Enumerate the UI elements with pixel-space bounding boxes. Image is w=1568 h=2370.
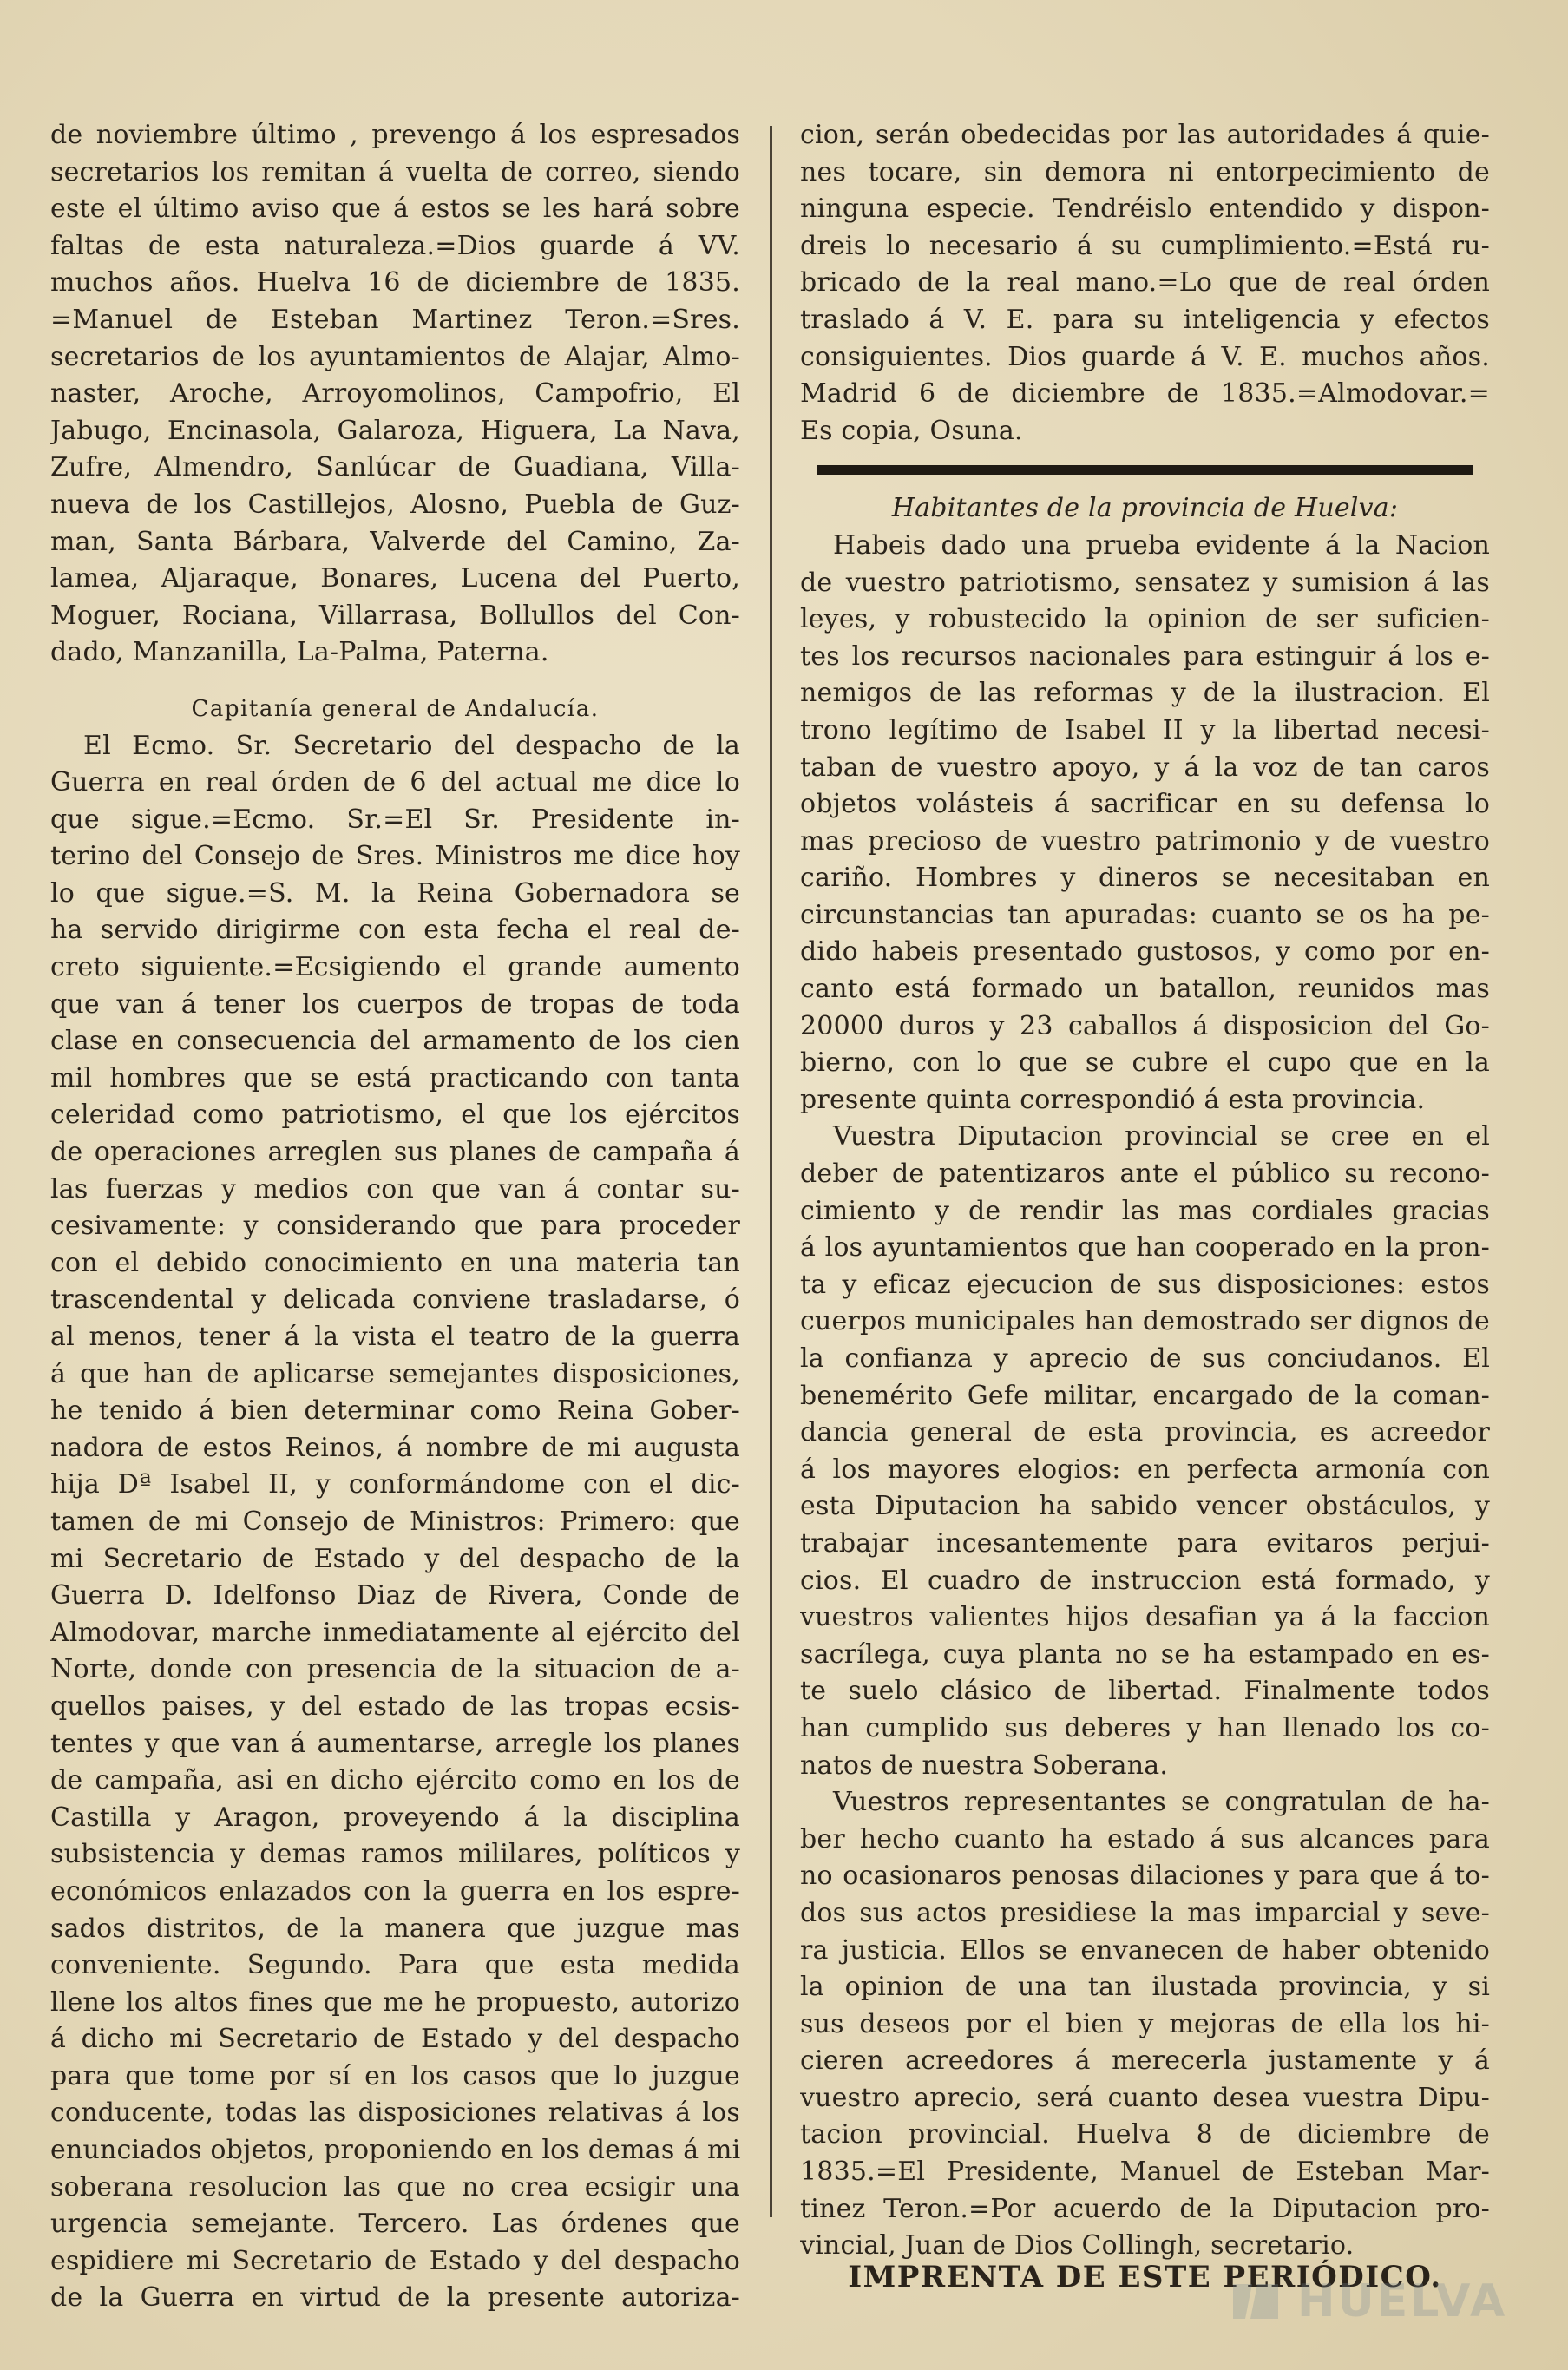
text-line: ninguna especie. Tendréislo entendido y dispon- — [800, 194, 1490, 225]
text-line: dos sus actos presidiese la mas imparcial y seve- — [800, 1897, 1490, 1928]
text-line: he tenido á bien determinar como Reina Gober- — [50, 1395, 740, 1427]
text-line: tacion provincial. Huelva 8 de diciembre de — [800, 2119, 1490, 2150]
text-line: nadora de estos Reinos, á nombre de mi augusta — [50, 1432, 740, 1463]
text-line: cesivamente: y considerando que para proceder — [50, 1211, 740, 1242]
text-line: trascendental y delicada conviene trasladarse, ó — [50, 1284, 740, 1316]
text-line: Moguer, Rociana, Villarrasa, Bollullos del Con- — [50, 600, 740, 631]
text-line: ber hecho cuanto ha estado á sus alcances para — [800, 1823, 1490, 1855]
text-line: á dicho mi Secretario de Estado y del despacho — [50, 2024, 740, 2055]
text-line: consiguientes. Dios guarde á V. E. muchos años. — [800, 341, 1490, 372]
text-line: que sigue.=Ecmo. Sr.=El Sr. Presidente in- — [50, 804, 740, 835]
text-line: 1835.=El Presidente, Manuel de Esteban Mar- — [800, 2157, 1490, 2188]
text-line: al menos, tener á la vista el teatro de la guerra — [50, 1322, 740, 1352]
text-line: natos de nuestra Soberana. — [800, 1750, 1169, 1781]
text-line: sus deseos por el bien y mejoras de ella los hi- — [800, 2008, 1490, 2039]
text-line: trono legítimo de Isabel II y la libertad necesi- — [800, 714, 1490, 745]
right-intro-text — [800, 117, 1490, 450]
text-line: hija Dª Isabel II, y conformándome con el dic- — [50, 1469, 740, 1500]
column-divider — [770, 126, 772, 2217]
text-line: dado, Manzanilla, La-Palma, Paterna. — [50, 637, 549, 668]
text-line: cion, serán obedecidas por las autoridades á quie- — [800, 120, 1490, 150]
text-line: conducente, todas las disposiciones relativas á los — [50, 2098, 740, 2129]
text-line: Almodovar, marche inmediatamente al ejército del — [50, 1617, 740, 1648]
text-line: bricado de la real mano.=Lo que de real órden — [800, 267, 1490, 299]
text-line: subsistencia y demas ramos mililares, políticos y — [50, 1839, 740, 1870]
right-body-text — [800, 528, 1490, 2265]
archive-watermark — [1228, 2272, 1540, 2333]
text-line: Guerra en real órden de 6 del actual me dice lo — [50, 767, 740, 798]
text-line: la confianza y aprecio de sus conciudanos. El — [800, 1343, 1490, 1374]
text-line: mi Secretario de Estado y del despacho de la — [50, 1543, 740, 1574]
text-line: enunciados objetos, proponiendo en los demas á mi — [50, 2135, 740, 2166]
text-line: á que han de aplicarse semejantes disposiciones, — [50, 1358, 740, 1389]
text-line: benemérito Gefe militar, encargado de la coman- — [800, 1380, 1490, 1411]
text-line: nes tocare, sin demora ni entorpecimiento de — [800, 156, 1490, 187]
text-line: secretarios los remitan á vuelta de correo, siendo — [50, 156, 740, 187]
text-line: 20000 duros y 23 caballos á disposicion del Go- — [800, 1010, 1490, 1041]
text-line: clase en consecuencia del armamento de los cien — [50, 1026, 740, 1057]
text-line: las fuerzas y medios con que van á contar su- — [50, 1173, 740, 1205]
right-column — [800, 117, 1490, 2265]
text-line: económicos enlazados con la guerra en los espre- — [50, 1875, 740, 1907]
text-line: espidiere mi Secretario de Estado y del despacho — [50, 2245, 740, 2276]
text-line: cimiento y de rendir las mas cordiales gracias — [800, 1195, 1490, 1226]
text-line: tinez Teron.=Por acuerdo de la Diputacion pro- — [800, 2193, 1490, 2224]
text-line: =Manuel de Esteban Martinez Teron.=Sres. — [50, 304, 740, 335]
left-body-text — [50, 728, 740, 2318]
text-line: lamea, Aljaraque, Bonares, Lucena del Puerto, — [50, 563, 740, 594]
text-line: Es copia, Osuna. — [800, 415, 1023, 446]
text-line: nueva de los Castillejos, Alosno, Puebla de Guz- — [50, 489, 740, 520]
text-line: te suelo clásico de libertad. Finalmente todos — [800, 1676, 1490, 1707]
text-line: mil hombres que se está practicando con tanta — [50, 1062, 740, 1093]
watermark-text: HUELVA — [1297, 2275, 1508, 2327]
text-line: ta y eficaz ejecucion de sus disposiciones: estos — [800, 1269, 1490, 1300]
text-line: Vuestros representantes se congratulan de ha- — [833, 1787, 1490, 1818]
text-line: á los ayuntamientos que han cooperado en la pron- — [800, 1232, 1490, 1264]
text-line: no ocasionaros penosas dilaciones y para que á to- — [800, 1861, 1490, 1892]
text-line: dido habeis presentado gustosos, y como por en- — [800, 936, 1490, 968]
text-line: que van á tener los cuerpos de tropas de toda — [50, 988, 740, 1020]
text-line: cuerpos municipales han demostrado ser dignos de — [800, 1306, 1490, 1337]
text-line: esta Diputacion ha sabido vencer obstáculos, y — [800, 1491, 1490, 1522]
text-line: naster, Aroche, Arroyomolinos, Campofrio, El — [50, 378, 740, 410]
text-line: terino del Consejo de Sres. Ministros me dice hoy — [50, 841, 740, 872]
text-line: presente quinta correspondió á esta provincia. — [800, 1084, 1426, 1115]
text-line: muchos años. Huelva 16 de diciembre de 1835. — [50, 267, 740, 299]
text-line: de vuestro patriotismo, sensatez y sumision á las — [800, 567, 1490, 598]
text-line: tentes y que van á aumentarse, arregle los planes — [50, 1728, 740, 1759]
text-line: llene los altos fines que me he propuesto, autorizo — [50, 1986, 740, 2018]
text-line: cariño. Hombres y dineros se necesitaban en — [800, 863, 1490, 894]
text-line: Guerra D. Idelfonso Diaz de Rivera, Conde de — [50, 1580, 740, 1612]
text-line: bierno, con lo que se cubre el cupo que en la — [800, 1047, 1490, 1079]
text-line: El Ecmo. Sr. Secretario del despacho de la — [83, 730, 740, 761]
text-line: de campaña, asi en dicho ejército como en los de — [50, 1765, 740, 1796]
text-line: circunstancias tan apuradas: cuanto se os ha pe- — [800, 899, 1490, 930]
text-line: celeridad como patriotismo, el que los ejércitos — [50, 1100, 740, 1131]
text-line: soberana resolucion las que no crea ecsigir una — [50, 2171, 740, 2203]
text-line: á los mayores elogios: en perfecta armonía con — [800, 1454, 1490, 1485]
text-line: sacrílega, cuya planta no se ha estampado en es- — [800, 1638, 1490, 1670]
text-line: de la Guerra en virtud de la presente autoriza- — [50, 2282, 740, 2314]
text-line: taban de vuestro apoyo, y á la voz de tan caros — [800, 752, 1490, 783]
text-line: ha servido dirigirme con esta fecha el real de- — [50, 915, 740, 946]
text-line: sados distritos, de la manera que juzgue mas — [50, 1913, 740, 1944]
text-line: vincial, Juan de Dios Collingh, secretario. — [800, 2230, 1355, 2262]
imprint-footer: IMPRENTA DE ESTE PERIÓDICO. — [848, 2260, 1442, 2295]
text-line: vuestro aprecio, será cuanto desea vuestra Dipu- — [800, 2082, 1490, 2113]
text-line: Vuestra Diputacion provincial se cree en el — [833, 1121, 1490, 1152]
text-line: traslado á V. E. para su inteligencia y efectos — [800, 304, 1490, 335]
text-line: tes los recursos nacionales para estinguir á los e- — [800, 640, 1490, 672]
text-line: Castilla y Aragon, proveyendo á la disciplina — [50, 1802, 740, 1833]
text-line: nemigos de las reformas y de la ilustracion. El — [800, 678, 1490, 709]
text-line: objetos volásteis á sacrificar en su defensa lo — [800, 789, 1490, 820]
text-line: secretarios de los ayuntamientos de Alajar, Almo- — [50, 341, 740, 372]
text-line: deber de patentizaros ante el público su recono- — [800, 1159, 1490, 1190]
text-line: urgencia semejante. Tercero. Las órdenes que — [50, 2209, 740, 2240]
text-line: man, Santa Bárbara, Valverde del Camino, Za- — [50, 526, 740, 557]
text-line: Jabugo, Encinasola, Galaroza, Higuera, La Nava, — [50, 415, 740, 446]
text-line: Norte, donde con presencia de la situacion de a- — [50, 1654, 740, 1685]
section-heading-capitania: Capitanía general de Andalucía. — [191, 695, 600, 722]
section-heading-habitantes: Habitantes de la provincia de Huelva: — [891, 493, 1399, 524]
left-column — [50, 117, 740, 2317]
text-line: de noviembre último , prevengo á los espresados — [50, 120, 740, 150]
section-divider-rule — [817, 465, 1473, 475]
text-line: vuestros valientes hijos desafian ya á la faccion — [800, 1602, 1490, 1633]
text-line: Madrid 6 de diciembre de 1835.=Almodovar.= — [800, 378, 1490, 410]
text-line: ra justicia. Ellos se envanecen de haber obtenido — [800, 1934, 1490, 1966]
text-line: de operaciones arreglen sus planes de campaña á — [50, 1137, 740, 1168]
text-line: con el debido conocimiento en una materia tan — [50, 1247, 740, 1278]
text-line: creto siguiente.=Ecsigiendo el grande aumento — [50, 952, 740, 983]
text-line: mas precioso de vuestro patrimonio y de vuestro — [800, 825, 1490, 857]
text-line: la opinion de una tan ilustada provincia, y si — [800, 1972, 1490, 2003]
text-line: cieren acreedores á merecerla justamente y á — [800, 2045, 1490, 2077]
text-line: trabajar incesantemente para evitaros perjui- — [800, 1527, 1490, 1559]
text-line: Zufre, Almendro, Sanlúcar de Guadiana, Villa- — [50, 452, 740, 483]
text-line: tamen de mi Consejo de Ministros: Primero: que — [50, 1506, 740, 1537]
watermark-logo-icon — [1228, 2277, 1283, 2326]
text-line: han cumplido sus deberes y han llenado los co- — [800, 1712, 1490, 1743]
text-line: lo que sigue.=S. M. la Reina Gobernadora se — [50, 877, 740, 909]
text-line: Habeis dado una prueba evidente á la Nacion — [833, 529, 1490, 561]
text-line: canto está formado un batallon, reunidos mas — [800, 974, 1490, 1005]
text-line: dreis lo necesario á su cumplimiento.=Está ru- — [800, 230, 1490, 261]
text-line: conveniente. Segundo. Para que esta medida — [50, 1950, 740, 1981]
text-line: dancia general de esta provincia, es acreedor — [800, 1417, 1490, 1448]
left-intro-text — [50, 117, 740, 672]
text-line: faltas de esta naturaleza.=Dios guarde á VV. — [50, 230, 740, 261]
text-line: cios. El cuadro de instruccion está formado, y — [800, 1565, 1490, 1596]
text-line: este el último aviso que á estos se les hará sobre — [50, 194, 740, 225]
text-line: leyes, y robustecido la opinion de ser suficien- — [800, 604, 1490, 635]
text-line: quellos paises, y del estado de las tropas ecsis- — [50, 1691, 740, 1722]
text-line: para que tome por sí en los casos que lo juzgue — [50, 2060, 740, 2091]
